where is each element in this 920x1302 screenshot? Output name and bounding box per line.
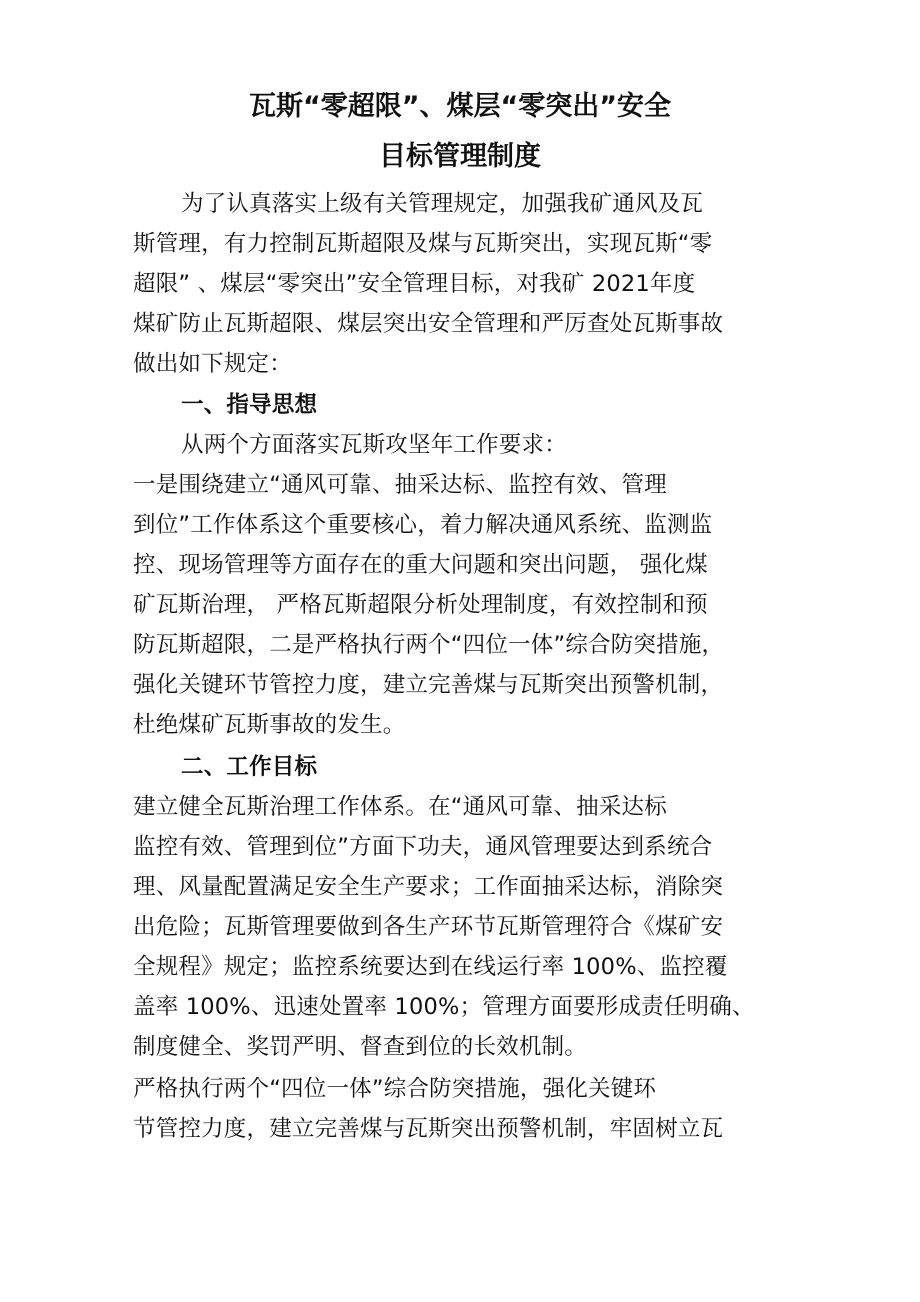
section-1-line-8: 杜绝煤矿瓦斯事故的发生。	[133, 712, 406, 738]
section-2-line-6: 盖率 100%、迅速处置率 100%；管理方面要形成责任明确、	[133, 994, 755, 1020]
section-1-line-4: 控、现场管理等方面存在的重大问题和突出问题， 强化煤	[133, 552, 708, 578]
section-2-heading: 二、工作目标	[181, 754, 318, 780]
intro-line-4: 煤矿防止瓦斯超限、煤层突出安全管理和严厉查处瓦斯事故	[133, 311, 724, 337]
section-2-line-4: 出危险；瓦斯管理要做到各生产环节瓦斯管理符合《煤矿安	[133, 914, 724, 940]
section-2-line-3: 理、风量配置满足安全生产要求；工作面抽采达标，消除突	[133, 874, 724, 900]
intro-line-1: 为了认真落实上级有关管理规定，加强我矿通风及瓦	[181, 191, 704, 217]
section-1-line-1: 从两个方面落实瓦斯攻坚年工作要求：	[181, 432, 567, 458]
intro-line-2: 斯管理，有力控制瓦斯超限及煤与瓦斯突出，实现瓦斯“零	[133, 231, 713, 257]
section-1-line-3: 到位”工作体系这个重要核心，着力解决通风系统、监测监	[133, 512, 713, 538]
section-1-line-2: 一是围绕建立“通风可靠、抽采达标、监控有效、管理	[133, 472, 667, 498]
intro-line-3: 超限” 、煤层“零突出”安全管理目标，对我矿 2021年度	[133, 271, 696, 297]
section-2-line-8: 严格执行两个“四位一体”综合防突措施，强化关键环	[133, 1076, 657, 1102]
section-2-line-9: 节管控力度，建立完善煤与瓦斯突出预警机制，牢固树立瓦	[133, 1116, 724, 1142]
section-2-line-1: 建立健全瓦斯治理工作体系。在“通风可靠、抽采达标	[133, 794, 667, 820]
section-1-line-5: 矿瓦斯治理， 严格瓦斯超限分析处理制度，有效控制和预	[133, 592, 708, 618]
section-1-heading: 一、指导思想	[181, 392, 318, 418]
section-2-line-5: 全规程》规定；监控系统要达到在线运行率 100%、监控覆	[133, 954, 728, 980]
section-1-line-6: 防瓦斯超限，二是严格执行两个“四位一体”综合防突措施，	[133, 632, 725, 658]
section-2-line-7: 制度健全、奖罚严明、督查到位的长效机制。	[133, 1034, 588, 1060]
section-1-line-7: 强化关键环节管控力度，建立完善煤与瓦斯突出预警机制，	[133, 672, 724, 698]
intro-line-5: 做出如下规定：	[133, 351, 292, 377]
document-title-line-1: 瓦斯“零超限”、煤层“零突出”安全	[249, 91, 671, 122]
document-title-line-2: 目标管理制度	[379, 141, 541, 172]
section-2-line-2: 监控有效、管理到位”方面下功夫，通风管理要达到系统合	[133, 834, 713, 860]
